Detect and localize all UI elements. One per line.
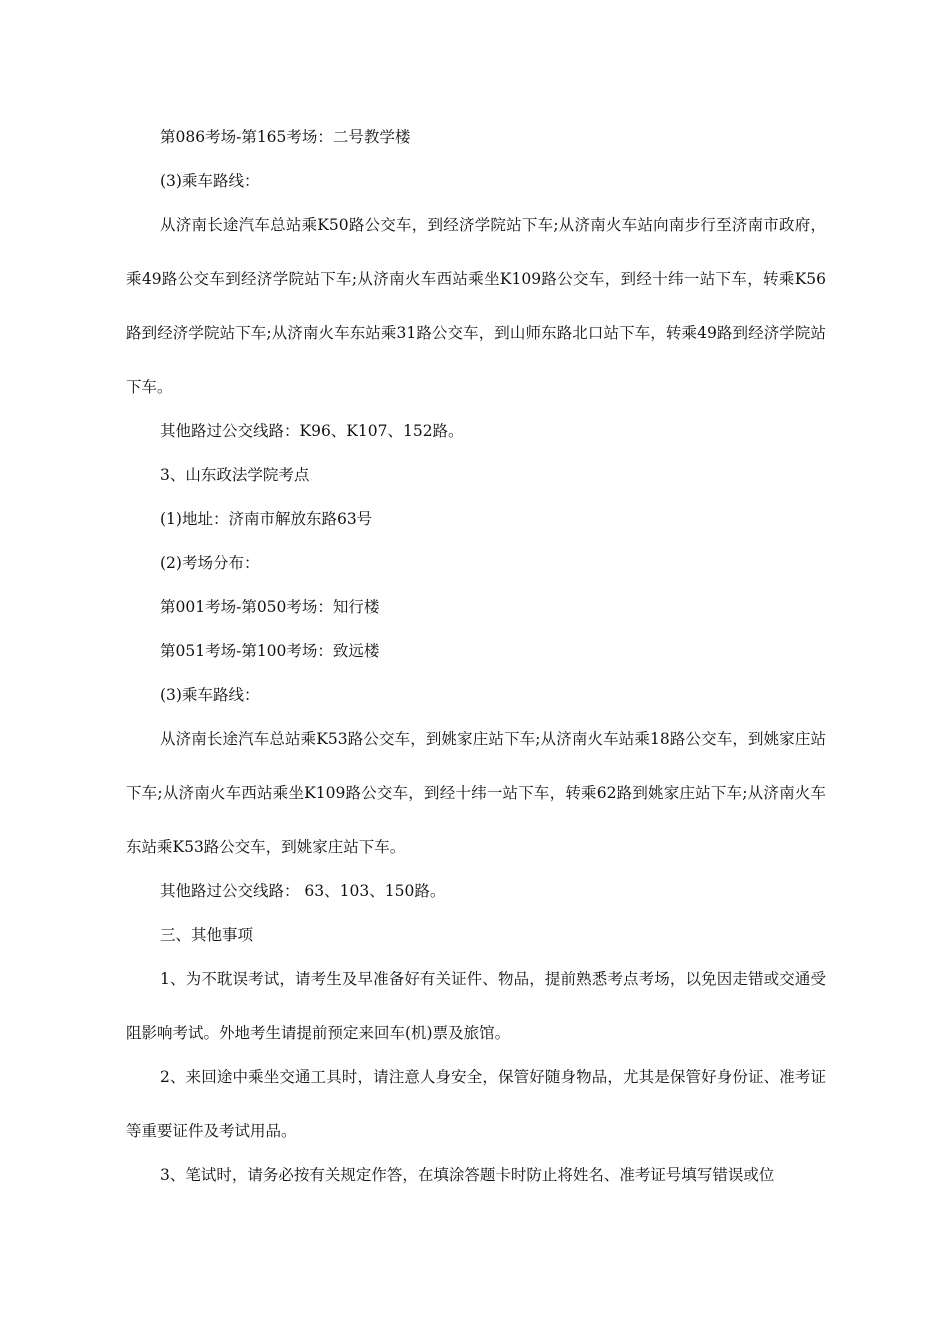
exam-room-distribution-heading: (2)考场分布： bbox=[160, 554, 260, 572]
document-body bbox=[126, 120, 826, 1202]
exam-room-range-001-050: 第001考场-第050考场：知行楼 bbox=[160, 598, 380, 616]
exam-site-address: (1)地址：济南市解放东路63号 bbox=[160, 510, 373, 528]
exam-room-range-086-165: 第086考场-第165考场：二号教学楼 bbox=[160, 128, 411, 146]
bus-route-paragraph: 从济南长途汽车总站乘K50路公交车，到经济学院站下车;从济南火车站向南步行至济南市政府，乘49路公交车到经济学院站下车;从济南火车西站乘坐K109路公交车，到经十纬一站下车，转乘K56路到经济学院站下车;从济南火车东站乘31路公交车，到山师东路北口站下车，转乘49路到经济学院站下车。 bbox=[126, 216, 826, 396]
other-bus-lines: 其他路过公交线路：K96、K107、152路。 bbox=[160, 422, 464, 440]
notice-item-1: 1、为不耽误考试，请考生及早准备好有关证件、物品，提前熟悉考点考场，以免因走错或交通受阻影响考试。外地考生请提前预定来回车(机)票及旅馆。 bbox=[126, 970, 826, 1042]
other-bus-lines-2: 其他路过公交线路： 63、103、150路。 bbox=[160, 882, 446, 900]
bus-route-paragraph-2: 从济南长途汽车总站乘K53路公交车，到姚家庄站下车;从济南火车站乘18路公交车，到姚家庄站下车;从济南火车西站乘坐K109路公交车，到经十纬一站下车，转乘62路到姚家庄站下车;从济南火车东站乘K53路公交车，到姚家庄站下车。 bbox=[126, 730, 826, 856]
notice-item-3: 3、笔试时，请务必按有关规定作答，在填涂答题卡时防止将姓名、准考证号填写错误或位 bbox=[160, 1166, 775, 1184]
bus-route-heading: (3)乘车路线： bbox=[160, 172, 260, 190]
section-heading-other-matters: 三、其他事项 bbox=[160, 926, 254, 944]
bus-route-heading-2: (3)乘车路线： bbox=[160, 686, 260, 704]
exam-site-heading: 3、山东政法学院考点 bbox=[160, 466, 310, 484]
notice-item-2: 2、来回途中乘坐交通工具时，请注意人身安全，保管好随身物品，尤其是保管好身份证、准考证等重要证件及考试用品。 bbox=[126, 1068, 826, 1140]
exam-room-range-051-100: 第051考场-第100考场：致远楼 bbox=[160, 642, 380, 660]
